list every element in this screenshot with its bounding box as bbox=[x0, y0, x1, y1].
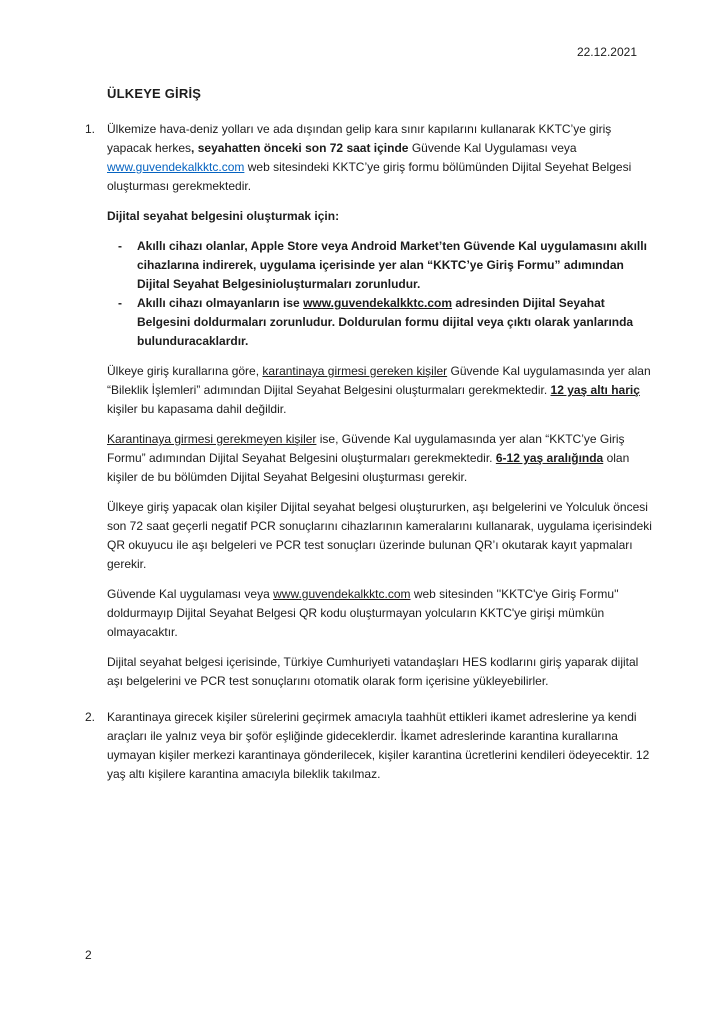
bullet-item-smart-device-owners bbox=[107, 237, 655, 294]
text-run: Güvende Kal Uygulaması veya bbox=[411, 141, 577, 155]
page-title: ÜLKEYE GİRİŞ bbox=[107, 86, 202, 101]
no-qr-no-entry-paragraph bbox=[107, 585, 655, 642]
text-run: Akıllı cihazı olanlar, Apple Store veya Android Market’ten Güvende Kal uygulamasını akıllı cihazlarına indirerek, uygulama içerisinde yer alan “KKTC’ye Giriş Formu” adımından Dijital Seyahat Belgesinioluşturmaları zorunludur. bbox=[137, 239, 647, 291]
text-run: www.guvendekalkktc.com bbox=[303, 296, 453, 310]
text-run: Karantinaya girmesi gerekmeyen kişiler bbox=[107, 432, 317, 446]
text-run: www.guvendekalkktc.com bbox=[273, 587, 411, 601]
text-run: Güvende Kal uygulamasında yer alan “Bileklik İşlemleri” adımından Dijital Seyahat Belgesini oluşturmaları gerekmektedir. bbox=[107, 364, 651, 397]
numbered-item-1 bbox=[85, 120, 657, 691]
digital-travel-doc-subheading: Dijital seyahat belgesini oluşturmak için: bbox=[107, 209, 340, 223]
text-run: , seyahatten önceki son 72 saat içinde bbox=[191, 141, 412, 155]
hes-code-paragraph bbox=[107, 653, 655, 691]
bullet-item-no-smart-device bbox=[107, 294, 655, 351]
text-run: Ülkemize hava-deniz yolları ve ada dışından gelip kara sınır kapılarını kullanarak KKTC’ye giriş yapacak herkes bbox=[107, 122, 612, 155]
text-run: Akıllı cihazı olmayanların ise bbox=[137, 296, 304, 310]
bullet-text bbox=[137, 294, 655, 351]
quarantine-not-required-paragraph bbox=[107, 430, 655, 487]
numbered-item-2 bbox=[85, 708, 657, 784]
text-run: web sitesindeki KKTC’ye giriş formu bölümünden Dijital Seyehat Belgesi oluşturması gerekmektedir. bbox=[107, 160, 632, 193]
item-1-number: 1. bbox=[85, 122, 96, 136]
quarantine-required-paragraph bbox=[107, 362, 655, 419]
text-run: karantinaya girmesi gereken kişiler bbox=[262, 364, 448, 378]
page-number: 2 bbox=[85, 948, 92, 962]
item-1-intro-paragraph bbox=[107, 120, 655, 196]
guvendekalkktc-link[interactable]: www.guvendekalkktc.com bbox=[107, 160, 245, 174]
text-run: Dijital seyahat belgesi içerisinde, Türkiye Cumhuriyeti vatandaşları HES kodlarını giriş yaparak dijital aşı belgelerini ve PCR test sonuçlarını otomatik olarak form içerisine yükleyebilirler. bbox=[107, 655, 639, 688]
text-run: 6-12 yaş aralığında bbox=[495, 451, 604, 465]
text-run: web sitesinden ''KKTC'ye Giriş Formu'' doldurmayıp Dijital Seyahat Belgesi QR kodu oluşturmayan yolcuların KKTC'ye girişi mümkün olmayacaktır. bbox=[107, 587, 619, 639]
text-run: Ülkeye giriş yapacak olan kişiler Dijital seyahat belgesi oluştururken, aşı belgelerini ve Yolculuk öncesi son 72 saat geçerli negatif PCR sonuçlarını cihazlarının kameralarını kullanarak, uygulama içerisindeki QR okuyucu ile aşı belgeleri ve PCR test sonuçları üzerinde bulunan QR’ı okutarak kayıt yapmaları gerekir. bbox=[107, 500, 652, 571]
document-date: 22.12.2021 bbox=[576, 45, 637, 59]
text-run: Güvende Kal uygulaması veya bbox=[107, 587, 274, 601]
text-run: ise, Güvende Kal uygulamasında yer alan “KKTC’ye Giriş Formu” adımından Dijital Seyahat Belgesini oluşturmaları gerekmektedir. bbox=[107, 432, 625, 465]
qr-reader-paragraph bbox=[107, 498, 655, 574]
document-content bbox=[85, 84, 657, 784]
bullet-text bbox=[137, 237, 655, 294]
quarantine-residence-paragraph bbox=[107, 708, 655, 784]
bullet-dash-marker: - bbox=[118, 296, 122, 310]
item-2-body bbox=[107, 708, 655, 784]
item-1-body bbox=[107, 120, 655, 691]
text-run: kişiler bu kapasama dahil değildir. bbox=[107, 402, 287, 416]
text-run: adresinden Dijital Seyahat Belgesini doldurmaları zorunludur. Doldurulan formu dijital veya çıktı olarak yanlarında bulunduracaklardır. bbox=[137, 296, 634, 348]
text-run: 12 yaş altı hariç bbox=[550, 383, 640, 397]
item-2-number: 2. bbox=[85, 710, 96, 724]
text-run: Ülkeye giriş kurallarına göre, bbox=[107, 364, 263, 378]
text-run: Karantinaya girecek kişiler sürelerini geçirmek amacıyla taahhüt ettikleri ikamet adreslerine ya kendi araçları ile yalnız veya bir şoför eşliğinde gideceklerdir. İkamet adreslerinde karantina kurallarına uymayan kişiler merkezi karantinaya gönderilecek, kişiler karantina ücretlerini kendileri ödeyecektir. 12 yaş altı kişilere karantina amacıyla bileklik takılmaz. bbox=[107, 710, 650, 781]
bullet-list bbox=[107, 237, 655, 351]
bullet-dash-marker: - bbox=[118, 239, 122, 253]
text-run: olan kişiler de bu bölümden Dijital Seyahat Belgesini oluşturması gerekir. bbox=[107, 451, 630, 484]
